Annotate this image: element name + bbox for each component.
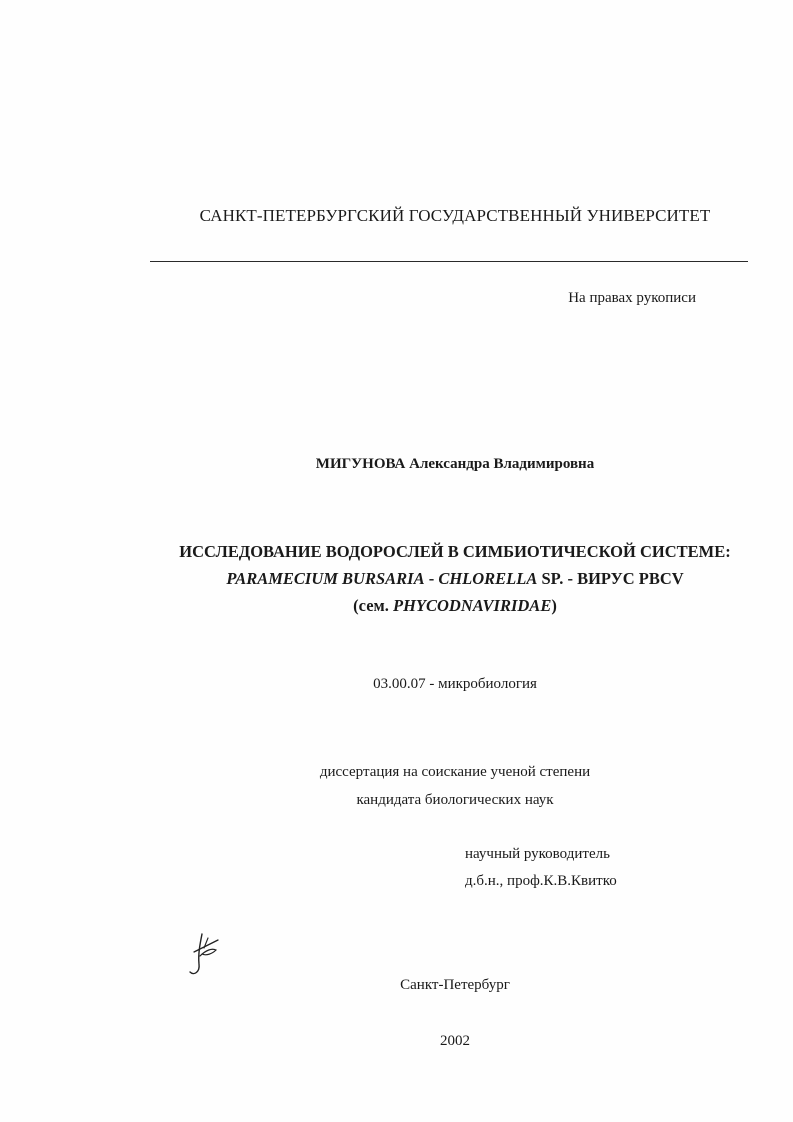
degree-statement bbox=[200, 758, 710, 814]
title-family-suffix: ) bbox=[551, 596, 557, 615]
title-separator: - bbox=[424, 569, 439, 588]
author-name: МИГУНОВА Александра Владимировна bbox=[315, 456, 595, 472]
title-line-1: ИССЛЕДОВАНИЕ ВОДОРОСЛЕЙ В СИМБИОТИЧЕСКОЙ СИСТЕМЕ: bbox=[179, 542, 731, 561]
title-line-3 bbox=[150, 592, 760, 619]
title-species-1: PARAMECIUM BURSARIA bbox=[226, 569, 425, 588]
title-family: PHYCODNAVIRIDAE bbox=[393, 596, 552, 615]
title-species-2: CHLORELLA bbox=[438, 569, 538, 588]
supervisor-block bbox=[465, 841, 617, 895]
supervisor-name: д.б.н., проф.К.В.Квитко bbox=[465, 873, 617, 889]
degree-line-2: кандидата биологических наук bbox=[356, 792, 554, 808]
handwritten-signature-icon bbox=[184, 930, 224, 978]
publication-city: Санкт-Петербург bbox=[400, 977, 510, 993]
degree-line-1: диссертация на соискание ученой степени bbox=[319, 764, 591, 780]
title-family-prefix: (сем. bbox=[353, 596, 394, 615]
publication-year: 2002 bbox=[440, 1033, 470, 1049]
title-line-2 bbox=[150, 565, 760, 592]
rights-notice: На правах рукописи bbox=[568, 290, 696, 306]
university-name: САНКТ-ПЕТЕРБУРГСКИЙ ГОСУДАРСТВЕННЫЙ УНИВЕРСИТЕТ bbox=[199, 206, 711, 225]
specialty-code: 03.00.07 - микробиология bbox=[373, 676, 537, 692]
title-virus: SP. - ВИРУС PBCV bbox=[537, 569, 684, 588]
header-divider bbox=[150, 261, 748, 262]
dissertation-title bbox=[150, 538, 760, 619]
supervisor-role: научный руководитель bbox=[465, 846, 610, 862]
